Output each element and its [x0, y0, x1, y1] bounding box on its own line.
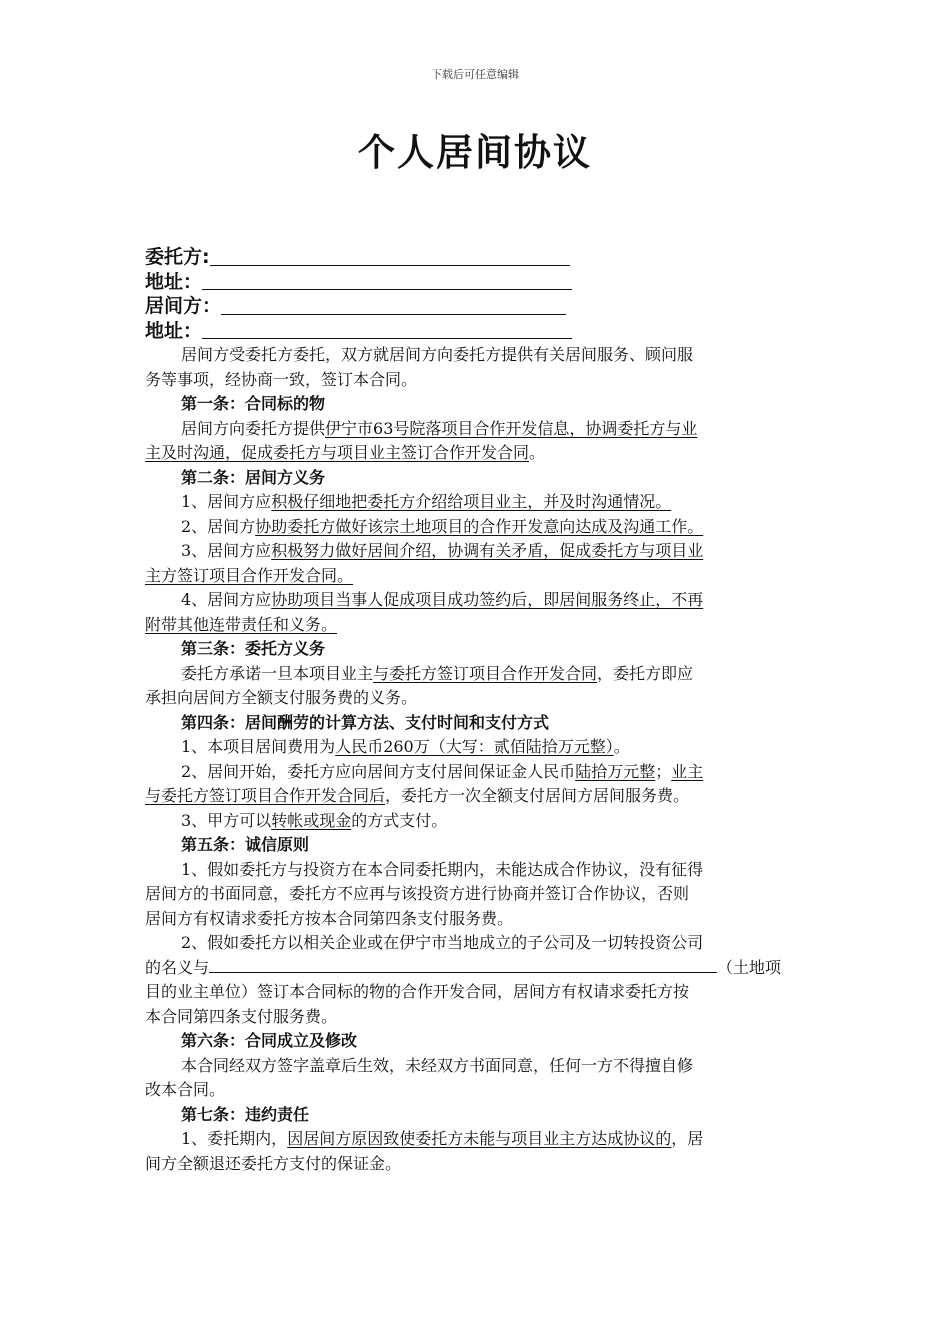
- header-note: 下载后可任意编辑: [431, 68, 519, 81]
- article-3-paragraph: 委托方承诺一旦本项目业主与委托方签订项目合作开发合同，委托方即应 承担向居间方全额支付服务费的义务。: [145, 663, 694, 707]
- client-address-blank-line: [202, 271, 572, 290]
- article-3-heading: 第三条：委托方义务: [181, 639, 326, 658]
- intro-line-2: 务等事项，经协商一致，签订本合同。: [145, 369, 418, 389]
- article-5-item-2: 2、假如委托方以相关企业或在伊宁市当地成立的子公司及一切转投资公司 的名义与 （土地项 目的业主单位）签订本合同标的物的合作开发合同，居间方有权请求委托方按 本合同第四条支付服务费。: [145, 933, 782, 1026]
- article-4-item-1: 1、本项目居间费用为人民币260万（大写：贰佰陆拾万元整）。: [181, 737, 630, 756]
- client-blank-line: [210, 247, 570, 266]
- article-6-heading: 第六条：合同成立及修改: [181, 1031, 358, 1050]
- client-field: [145, 245, 805, 270]
- article-4-item-2: 2、居间开始，委托方应向居间方支付居间保证金人民币陆拾万元整；业主 与委托方签订项目合作开发合同后，委托方一次全额支付居间方居间服务费。: [145, 761, 704, 805]
- broker-field: [145, 294, 805, 319]
- article-7-heading: 第七条：违约责任: [181, 1104, 310, 1124]
- party-name-blank-line: [209, 958, 717, 973]
- article-4-heading: 第四条：居间酬劳的计算方法、支付时间和支付方式: [181, 712, 550, 732]
- article-4-item-3: 3、甲方可以转帐或现金的方式支付。: [181, 810, 448, 830]
- broker-address-label: 地址：: [145, 319, 203, 342]
- article-1-heading: 第一条：合同标的物: [181, 394, 326, 413]
- article-7-item-1: 1、委托期内，因居间方原因致使委托方未能与项目业主方达成协议的，居 间方全额退还委托方支付的保证金。: [145, 1129, 704, 1173]
- document-title: 个人居间协议: [358, 131, 592, 174]
- client-label: 委托方:: [145, 246, 210, 268]
- article-2-item-4: 4、居间方应协助项目当事人促成项目成功签约后，即居间服务终止，不再 附带其他连带责任和义务。: [145, 590, 704, 634]
- broker-label: 居间方：: [145, 295, 222, 317]
- article-2-item-1: 1、居间方应积极仔细地把委托方介绍给项目业主，并及时沟通情况。: [181, 492, 672, 511]
- broker-address-blank-line: [202, 320, 572, 339]
- article-6-paragraph: 本合同经双方签字盖章后生效，未经双方书面同意，任何一方不得擅自修 改本合同。: [145, 1055, 694, 1099]
- client-address-field: [145, 270, 805, 295]
- broker-blank-line: [221, 296, 566, 315]
- article-5-heading: 第五条：诚信原则: [181, 835, 310, 854]
- broker-address-field: [145, 319, 805, 344]
- article-2-item-3: 3、居间方应积极努力做好居间介绍，协调有关矛盾，促成委托方与项目业 主方签订项目合作开发合同。: [145, 541, 704, 585]
- article-1-paragraph: 居间方向委托方提供伊宁市63号院落项目合作开发信息，协调委托方与业 主及时沟通，促成委托方与项目业主签订合作开发合同。: [145, 418, 698, 462]
- article-2-item-2: 2、居间方协助委托方做好该宗土地项目的合作开发意向达成及沟通工作。: [181, 516, 704, 536]
- document-body: [145, 245, 805, 1176]
- article-5-item-1: 1、假如委托方与投资方在本合同委托期内，未能达成合作协议，没有征得 居间方的书面同意，委托方不应再与该投资方进行协商并签订合作协议，否则 居间方有权请求委托方按本合同第四条支付服务费。: [145, 859, 704, 928]
- article-2-heading: 第二条：居间方义务: [181, 467, 326, 487]
- client-address-label: 地址：: [145, 270, 203, 293]
- intro-paragraph: [145, 343, 805, 392]
- intro-line-1: 居间方受委托方委托，双方就居间方向委托方提供有关居间服务、顾问服: [181, 345, 694, 364]
